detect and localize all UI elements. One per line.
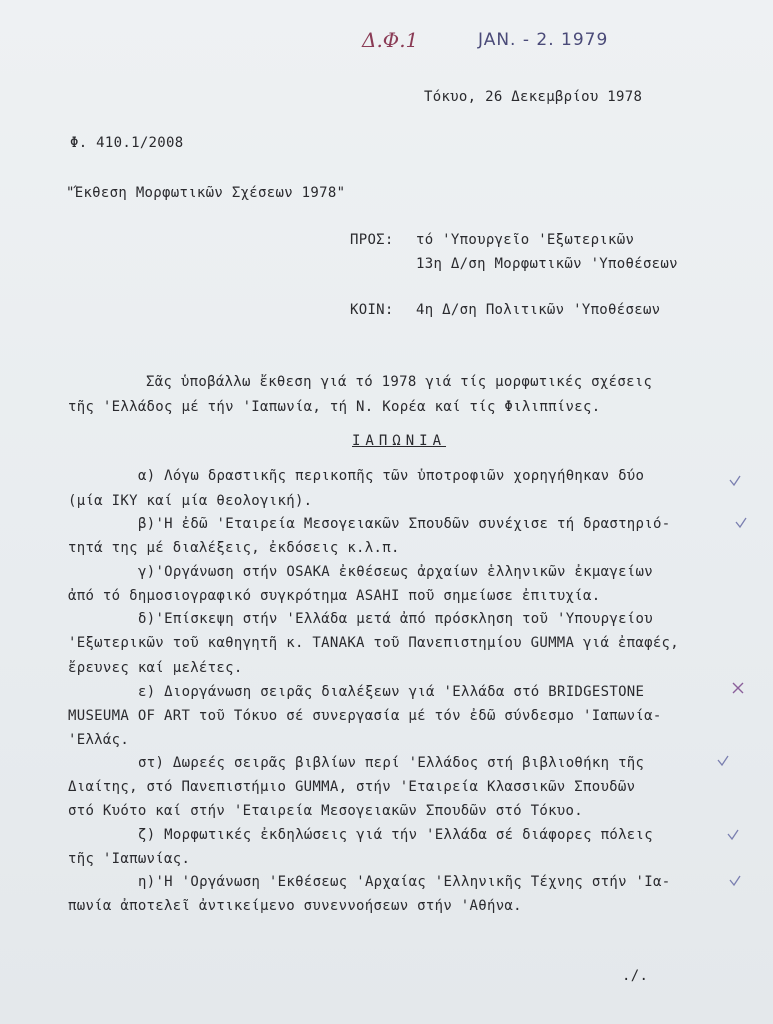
section-heading-japan: ΙΑΠΩΝΙΑ — [352, 433, 447, 449]
margin-tick-icon — [728, 874, 742, 888]
subject-title: "Έκθεση Μορφωτικῶν Σχέσεων 1978" — [66, 185, 346, 201]
intro-line-1: Σᾶς ὑποβάλλω ἔκθεση γιά τό 1978 γιά τίς μορφωτικές σχέσεις — [146, 374, 653, 390]
item-zeta-line-1: ζ) Μορφωτικές ἐκδηλώσεις γιά τήν 'Ελλάδα σέ διάφορες πόλεις — [138, 827, 653, 843]
file-number: Φ. 410.1/2008 — [70, 135, 184, 151]
item-gamma-line-1: γ)'Οργάνωση στήν OSAKA ἐκθέσεως ἀρχαίων ἑλληνικῶν ἐκμαγείων — [138, 564, 653, 580]
margin-cross-mark-icon — [730, 680, 746, 696]
margin-tick-icon — [728, 474, 742, 488]
place-date: Τόκυο, 26 Δεκεμβρίου 1978 — [424, 89, 643, 105]
item-gamma-line-2: ἀπό τό δημοσιογραφικό συγκρότημα ASAHI ποῦ σημείωσε ἐπιτυχία. — [68, 588, 601, 604]
margin-tick-icon — [716, 754, 730, 768]
pros-line-2: 13η Δ/ση Μορφωτικῶν 'Υποθέσεων — [416, 256, 678, 272]
koin-label: ΚΟΙΝ: — [350, 302, 394, 318]
item-delta-line-1: δ)'Επίσκεψη στήν 'Ελλάδα μετά ἀπό πρόσκληση τοῦ 'Υπουργείου — [138, 611, 653, 627]
handwritten-reference: Δ.Φ.1 — [362, 28, 419, 52]
item-beta-line-1: β)'Η ἐδῶ 'Εταιρεία Μεσογειακῶν Σπουδῶν συνέχισε τή δραστηριό- — [138, 516, 671, 532]
item-eta-line-1: η)'Η 'Οργάνωση 'Εκθέσεως 'Αρχαίας 'Ελληνικῆς Τέχνης στήν 'Ια- — [138, 874, 671, 890]
continuation-mark: ./. — [622, 968, 649, 984]
item-epsilon-line-2: MUSEUMA OF ART τοῦ Τόκυο σέ συνεργασία μέ τόν ἐδῶ σύνδεσμο 'Ιαπωνία- — [68, 708, 662, 724]
received-date-stamp: JAN. - 2. 1979 — [478, 30, 609, 50]
item-delta-line-3: ἔρευνες καί μελέτες. — [68, 660, 243, 676]
item-zeta-line-2: τῆς 'Ιαπωνίας. — [68, 851, 191, 867]
item-epsilon-line-3: 'Ελλάς. — [68, 732, 130, 748]
pros-line-1: τό 'Υπουργεῖο 'Εξωτερικῶν — [416, 232, 635, 248]
margin-tick-icon — [734, 516, 748, 530]
item-st-line-2: Διαίτης, στό Πανεπιστήμιο GUMMA, στήν 'Εταιρεία Κλασσικῶν Σπουδῶν — [68, 779, 636, 795]
margin-tick-icon — [726, 828, 740, 842]
item-alpha-line-1: α) Λόγω δραστικῆς περικοπῆς τῶν ὑποτροφιῶν χορηγήθηκαν δύο — [138, 468, 645, 484]
intro-line-2: τῆς 'Ελλάδος μέ τήν 'Ιαπωνία, τή Ν. Κορέα καί τίς Φιλιππίνες. — [68, 399, 601, 415]
item-st-line-1: στ) Δωρεές σειρᾶς βιβλίων περί 'Ελλάδος στή βιβλιοθήκη τῆς — [138, 755, 645, 771]
item-eta-line-2: πωνία ἀποτελεῖ ἀντικείμενο συνεννοήσεων στήν 'Αθήνα. — [68, 898, 522, 914]
item-alpha-line-2: (μία ΙΚΥ καί μία θεολογική). — [68, 493, 313, 509]
item-beta-line-2: τητά της μέ διαλέξεις, ἐκδόσεις κ.λ.π. — [68, 540, 400, 556]
koin-line-1: 4η Δ/ση Πολιτικῶν 'Υποθέσεων — [416, 302, 661, 318]
item-delta-line-2: 'Εξωτερικῶν τοῦ καθηγητῆ κ. TANAKA τοῦ Πανεπιστημίου GUMMA γιά ἐπαφές, — [68, 635, 680, 651]
item-epsilon-line-1: ε) Διοργάνωση σειρᾶς διαλέξεων γιά 'Ελλάδα στό BRIDGESTONE — [138, 684, 645, 700]
pros-label: ΠΡΟΣ: — [350, 232, 394, 248]
item-st-line-3: στό Κυότο καί στήν 'Εταιρεία Μεσογειακῶν Σπουδῶν στό Τόκυο. — [68, 803, 583, 819]
